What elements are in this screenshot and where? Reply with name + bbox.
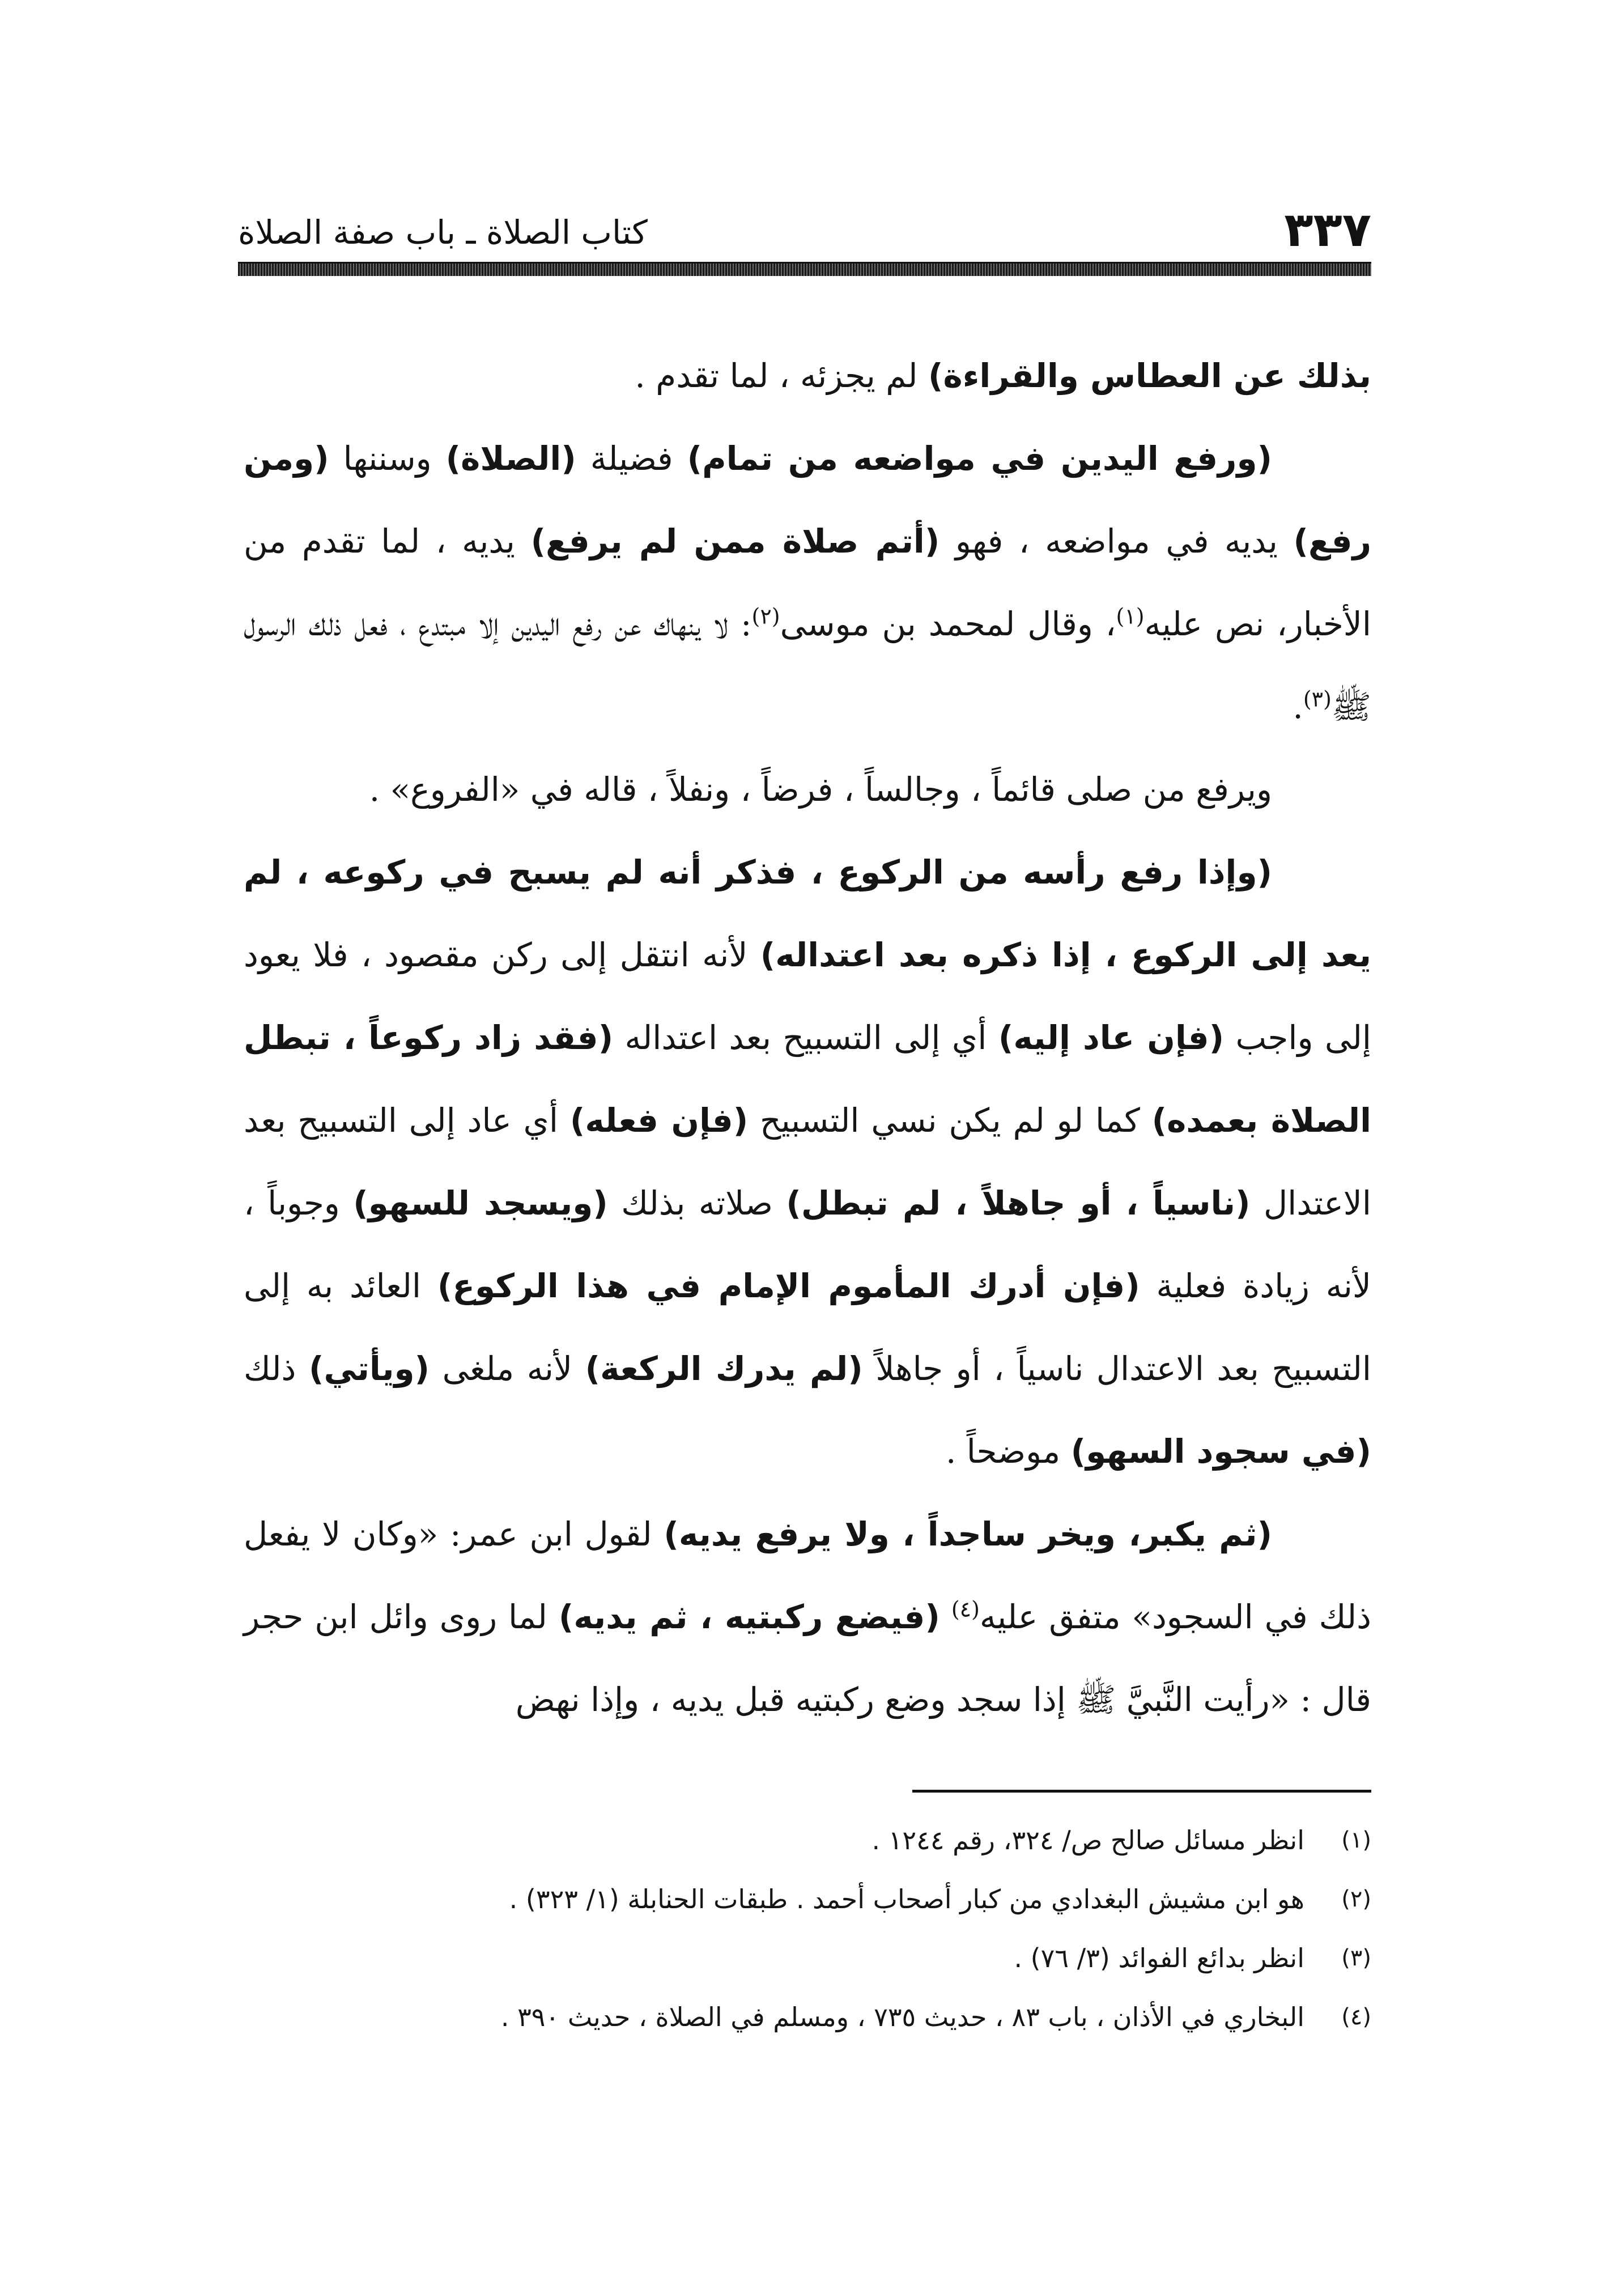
bold-text-run: (ناسياً ، أو جاهلاً ، لم تبطل) xyxy=(786,1184,1251,1222)
footnote-text: هو ابن مشيش البغدادي من كبار أصحاب أحمد . طبقات الحنابلة (١/ ٣٢٣) . xyxy=(509,1884,1304,1914)
text-run: : لا ينهاك عن رفع اليدين إلا مبتدع ، فعل ذلك الرسول ﷺ xyxy=(244,605,1371,726)
footnote xyxy=(244,1811,1371,1870)
bold-text-run: (ويسجد للسهو) xyxy=(353,1184,608,1222)
text-run: أي إلى التسبيح بعد اعتداله xyxy=(613,1018,998,1057)
bold-text-run: (فإن أدرك المأموم الإمام في هذا الركوع) xyxy=(437,1267,1140,1305)
text-run: وسننها xyxy=(329,439,446,478)
footnote xyxy=(244,1988,1371,2046)
bold-text-run: (فيضع ركبتيه ، ثم يديه) xyxy=(558,1598,940,1636)
footnote xyxy=(244,1870,1371,1929)
text-run: فضيلة xyxy=(576,439,687,478)
running-title: كتاب الصلاة ـ باب صفة الصلاة xyxy=(238,213,648,252)
text-run: لم يجزئه ، لما تقدم . xyxy=(635,356,929,395)
page-number: ٣٣٧ xyxy=(1284,202,1371,257)
bold-text-run: (ثم يكبر، ويخر ساجداً ، ولا يرفع يديه) xyxy=(664,1515,1272,1553)
footnotes xyxy=(244,1811,1371,2046)
bold-text-run: (ورفع اليدين في مواضعه من تمام) xyxy=(687,439,1273,478)
footnote-mark: (١) xyxy=(1341,1827,1371,1853)
text-run: موضحاً . xyxy=(945,1432,1071,1471)
footnote-mark: (٤) xyxy=(1341,2004,1371,2030)
text-run: ، وقال لمحمد بن موسى xyxy=(780,605,1116,643)
paragraph xyxy=(244,417,1371,748)
bold-text-run: (ومن رفع) xyxy=(244,439,1371,560)
text-run: صلاته بذلك xyxy=(607,1184,787,1222)
paragraph xyxy=(244,831,1371,1493)
footnote-reference: (٤) xyxy=(951,1596,980,1622)
footnote-reference: (٢) xyxy=(751,604,780,629)
text-run: لأنه انتقل إلى ركن مقصود ، فلا يعود إلى واجب xyxy=(244,936,1371,1057)
text-run: كما لو لم يكن نسي التسبيح xyxy=(748,1101,1152,1140)
footnote xyxy=(244,1929,1371,1988)
text-run: لأنه ملغى xyxy=(430,1349,585,1388)
bold-text-run: (فإن فعله) xyxy=(569,1101,749,1140)
text-run: ذلك xyxy=(244,1349,309,1388)
main-text xyxy=(244,334,1371,1741)
text-run: أي عاد إلى التسبيح بعد الاعتدال xyxy=(244,1101,1372,1222)
text-run: وجوباً ، لأنه زيادة فعلية xyxy=(244,1184,1372,1305)
bold-text-run: (وإذا رفع رأسه من الركوع ، فذكر أنه لم يسبح في ركوعه ، لم يعد إلى الركوع ، إذا ذكره بعد اعتداله) xyxy=(244,853,1371,974)
header-rule xyxy=(238,262,1371,276)
paragraph xyxy=(244,334,1371,417)
paragraph xyxy=(244,748,1371,831)
footnote-reference: (١) xyxy=(1116,604,1145,629)
bold-text-run: (في سجود السهو) xyxy=(1070,1432,1371,1471)
text-run: يديه ، لما تقدم من الأخبار، نص عليه xyxy=(244,522,1371,643)
footnote-text: انظر بدائع الفوائد (٣/ ٧٦) . xyxy=(1014,1943,1304,1973)
bold-text-run: (لم يدرك الركعة) xyxy=(585,1349,863,1388)
footnote-text: البخاري في الأذان ، باب ٨٣ ، حديث ٧٣٥ ، ومسلم في الصلاة ، حديث ٣٩٠ . xyxy=(500,2002,1304,2032)
footnote-text: انظر مسائل صالح ص/ ٣٢٤، رقم ١٢٤٤ . xyxy=(871,1825,1304,1855)
text-run: يديه في مواضعه ، فهو xyxy=(939,522,1294,560)
bold-text-run: (أتم صلاة ممن لم يرفع) xyxy=(530,522,940,560)
text-run: لما روى وائل ابن حجر قال : «رأيت النَّبيَّ ﷺ إذا سجد وضع ركبتيه قبل يديه ، وإذا نهض xyxy=(244,1598,1371,1719)
footnote-reference: (٣) xyxy=(1303,686,1332,712)
footnote-mark: (٢) xyxy=(1341,1886,1371,1912)
paragraph xyxy=(244,1493,1371,1741)
bold-text-run: (فإن عاد إليه) xyxy=(998,1018,1225,1057)
text-run xyxy=(940,1598,951,1636)
text-run: لقول ابن عمر: «وكان لا يفعل ذلك في السجود» متفق عليه xyxy=(244,1515,1372,1636)
bold-text-run: (ويأتي) xyxy=(308,1349,430,1388)
bold-text-run: (الصلاة) xyxy=(445,439,576,478)
footnote-mark: (٣) xyxy=(1341,1945,1371,1971)
footnote-separator xyxy=(912,1790,1371,1793)
text-run: العائد به إلى التسبيح بعد الاعتدال ناسياً ، أو جاهلاً xyxy=(244,1267,1371,1388)
bold-text-run: بذلك عن العطاس والقراءة) xyxy=(928,356,1371,395)
text-run: . xyxy=(1293,687,1303,726)
bold-text-run: (فقد زاد ركوعاً ، تبطل الصلاة بعمده) xyxy=(244,1018,1371,1140)
text-run: ويرفع من صلى قائماً ، وجالساً ، فرضاً ، ونفلاً ، قاله في «الفروع» . xyxy=(369,770,1272,809)
